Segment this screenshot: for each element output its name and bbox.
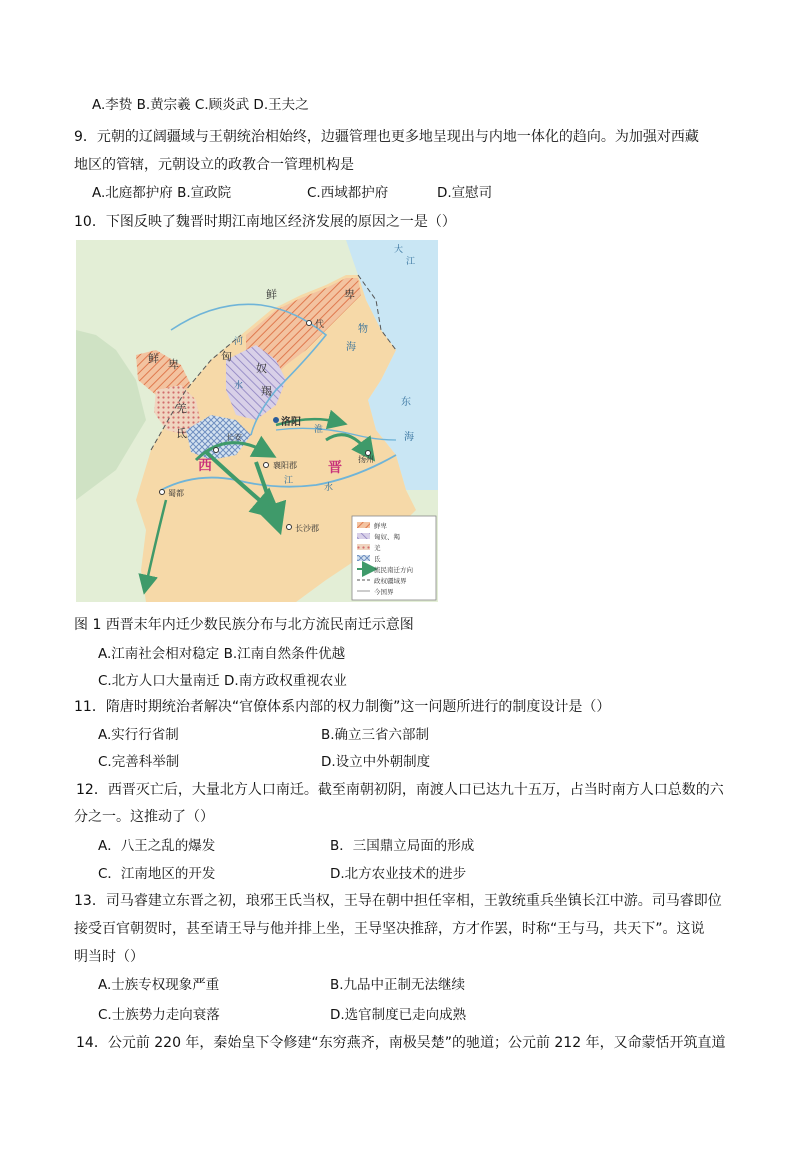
legend-swatch-qiang	[357, 544, 370, 550]
map-label-changan: 长安	[226, 433, 242, 442]
q13-option-d: D.选官制度已走向成熟	[330, 1007, 467, 1023]
q13-option-c: C.士族势力走向衰落	[98, 1007, 220, 1023]
map-label-liao1: 大	[394, 245, 404, 255]
map-city-dot	[287, 525, 292, 530]
legend-label-4: 流民南迁方向	[374, 566, 413, 574]
map-legend	[352, 516, 436, 600]
map-city-dot	[264, 463, 269, 468]
map-label-xiong: 匈	[221, 350, 232, 363]
legend-swatch-xiongnu	[357, 533, 370, 539]
q9-stem-line1: 9．元朝的辽阔疆域与王朝统治相始终，边疆管理也更多地呈现出与内地一体化的趋向。为加强对西藏	[74, 129, 699, 145]
map-label-jiang: 江	[284, 476, 294, 486]
map-label-xian-west: 鲜	[148, 352, 159, 365]
map-label-bei-west: 卑	[168, 358, 179, 371]
map-label-huai: 淮	[314, 425, 324, 435]
legend-label-2: 羌	[374, 544, 381, 552]
q12-option-a: A．八王之乱的爆发	[98, 838, 216, 854]
q13-stem-line1: 13．司马睿建立东晋之初，琅邪王氏当权，王导在朝中担任宰相，王敦统重兵坐镇长江中游。司马睿即位	[74, 893, 722, 909]
map-label-shui: 水	[234, 381, 244, 391]
map-svg	[76, 240, 438, 602]
map-label-dai: 代	[315, 320, 325, 330]
q8-options: A.李贽 B.黄宗羲 C.顾炎武 D.王夫之	[92, 97, 309, 113]
map-label-yangzhou: 扬州	[358, 455, 374, 464]
map-label-hai2: 海	[404, 432, 414, 443]
map-label-nu: 奴	[256, 362, 267, 375]
map-label-shudu: 蜀都	[168, 489, 184, 498]
map-label-xianbei2: 卑	[344, 288, 355, 301]
map-label-xi: 西	[198, 458, 212, 474]
legend-label-5: 政权疆域界	[374, 577, 407, 585]
map-city-dot	[307, 321, 312, 326]
q11-stem: 11．隋唐时期统治者解决“官僚体系内部的权力制衡”这一问题所进行的制度设计是（）	[74, 699, 611, 715]
q12-stem-line2: 分之一。这推动了（）	[74, 809, 214, 825]
q10-figure-caption: 图 1 西晋末年内迁少数民族分布与北方流民南迁示意图	[74, 617, 414, 633]
q12-option-b: B．三国鼎立局面的形成	[330, 838, 475, 854]
legend-swatch-di	[357, 555, 370, 561]
q12-option-c: C．江南地区的开发	[98, 866, 216, 882]
map-city-dot	[214, 448, 219, 453]
q13-stem-line2: 接受百官朝贺时，甚至请王导与他并排上坐，王导坚决推辞，方才作罢，时称“王与马，共天下”。这说	[74, 921, 705, 937]
q11-option-d: D.设立中外朝制度	[321, 754, 431, 770]
map-label-luoyang: 洛阳	[281, 417, 301, 428]
q13-option-a: A.士族专权现象严重	[98, 977, 220, 993]
q13-stem-line3: 明当时（）	[74, 949, 144, 965]
legend-swatch-xianbei	[357, 522, 370, 528]
legend-label-1: 匈奴、羯	[374, 533, 400, 541]
q10-map-figure	[76, 240, 438, 602]
map-label-xiangyang: 襄阳郡	[273, 461, 297, 470]
q14-stem-line1: 14．公元前 220 年，秦始皇下令修建“东穷燕齐，南极吴楚”的驰道；公元前 212 年，又命蒙恬开筑直道	[76, 1035, 726, 1051]
q9-option-d: D.宣慰司	[437, 185, 493, 201]
map-label-qiang: 羌	[176, 402, 187, 415]
legend-label-6: 今国界	[374, 588, 394, 596]
map-label-di: 氐	[176, 427, 187, 440]
map-label-wu: 物	[358, 324, 368, 335]
map-label-changsha: 长沙郡	[295, 524, 319, 533]
q12-option-d: D.北方农业技术的进步	[330, 866, 467, 882]
q12-stem-line1: 12．西晋灭亡后，大量北方人口南迁。截至南朝初阴，南渡人口已达九十五万，占当时南方人口总数的六	[76, 782, 724, 798]
q10-option-ab: A.江南社会相对稳定 B.江南自然条件优越	[98, 646, 346, 662]
map-label-he: 河	[234, 337, 244, 347]
map-label-hai: 海	[346, 342, 356, 353]
map-label-dong: 东	[401, 397, 411, 408]
map-label-jie: 羯	[261, 385, 272, 398]
map-label-jin: 晋	[328, 460, 342, 476]
map-city-dot	[160, 490, 165, 495]
map-label-xianbei1: 鲜	[266, 288, 277, 301]
q10-stem: 10．下图反映了魏晋时期江南地区经济发展的原因之一是（）	[74, 214, 456, 230]
q11-option-a: A.实行行省制	[98, 727, 179, 743]
q10-option-cd: C.北方人口大量南迁 D.南方政权重视农业	[98, 673, 347, 689]
q13-option-b: B.九品中正制无法继续	[330, 977, 466, 993]
map-label-liao2: 江	[406, 257, 416, 267]
map-label-shui2: 水	[324, 483, 334, 493]
map-city-dot	[273, 417, 279, 423]
q9-option-c: C.西域都护府	[307, 185, 389, 201]
q11-option-c: C.完善科举制	[98, 754, 180, 770]
q9-option-ab: A.北庭都护府 B.宣政院	[92, 185, 232, 201]
legend-label-3: 氐	[374, 555, 381, 563]
q11-option-b: B.确立三省六部制	[321, 727, 430, 743]
legend-label-0: 鲜卑	[374, 522, 387, 530]
q9-stem-line2: 地区的管辖，元朝设立的政教合一管理机构是	[74, 157, 354, 173]
